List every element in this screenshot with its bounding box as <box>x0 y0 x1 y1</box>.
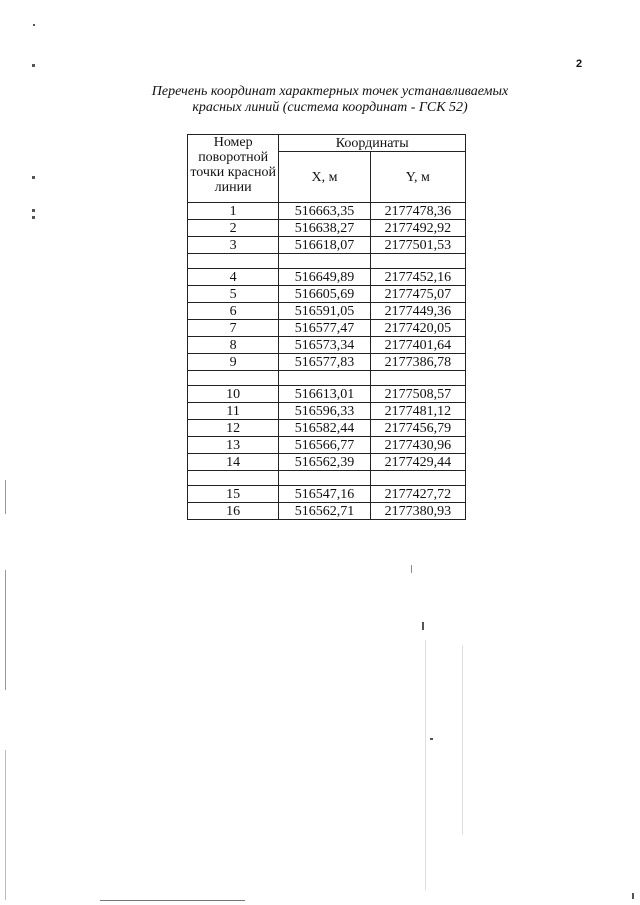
point-number-cell: 14 <box>188 454 279 471</box>
y-coordinate-cell: 2177380,93 <box>370 503 465 520</box>
scan-mark <box>425 640 426 890</box>
coordinates-table <box>187 134 466 520</box>
title-line-1: Перечень координат характерных точек устанавливаемых <box>151 84 509 99</box>
empty-cell <box>370 471 465 486</box>
y-coordinate-cell: 2177386,78 <box>370 354 465 371</box>
table-body <box>188 203 466 520</box>
empty-cell <box>279 254 370 269</box>
point-number-cell: 5 <box>188 286 279 303</box>
header-coordinates: Координаты <box>279 135 466 152</box>
y-coordinate-cell: 2177492,92 <box>370 220 465 237</box>
point-number-cell: 4 <box>188 269 279 286</box>
scan-mark <box>33 24 35 26</box>
scan-mark <box>462 645 463 835</box>
y-coordinate-cell: 2177478,36 <box>370 203 465 220</box>
x-coordinate-cell: 516577,83 <box>279 354 370 371</box>
empty-cell <box>188 371 279 386</box>
header-y: Y, м <box>370 152 465 203</box>
table-row <box>188 503 466 520</box>
y-coordinate-cell: 2177427,72 <box>370 486 465 503</box>
y-coordinate-cell: 2177401,64 <box>370 337 465 354</box>
scan-mark <box>411 565 412 573</box>
table-row <box>188 203 466 220</box>
page-number: 2 <box>576 58 583 70</box>
y-coordinate-cell: 2177430,96 <box>370 437 465 454</box>
x-coordinate-cell: 516605,69 <box>279 286 370 303</box>
table-row <box>188 237 466 254</box>
scan-mark <box>5 750 6 900</box>
empty-cell <box>279 371 370 386</box>
scan-mark <box>100 900 245 901</box>
header-x: Х, м <box>279 152 370 203</box>
point-number-cell: 9 <box>188 354 279 371</box>
table-row <box>188 420 466 437</box>
table-row <box>188 269 466 286</box>
header-point-line: линии <box>214 180 252 195</box>
separator-row <box>188 254 466 269</box>
point-number-cell: 11 <box>188 403 279 420</box>
header-point-line: поворотной <box>198 150 269 165</box>
point-number-cell: 8 <box>188 337 279 354</box>
separator-row <box>188 371 466 386</box>
table-row <box>188 220 466 237</box>
x-coordinate-cell: 516573,34 <box>279 337 370 354</box>
scan-mark <box>32 64 35 67</box>
header-point-line: Номер <box>213 135 253 150</box>
x-coordinate-cell: 516613,01 <box>279 386 370 403</box>
y-coordinate-cell: 2177420,05 <box>370 320 465 337</box>
separator-row <box>188 471 466 486</box>
point-number-cell: 13 <box>188 437 279 454</box>
scan-mark <box>5 480 6 514</box>
table-row <box>188 320 466 337</box>
x-coordinate-cell: 516649,89 <box>279 269 370 286</box>
scan-mark <box>32 209 35 212</box>
table-row <box>188 403 466 420</box>
x-coordinate-cell: 516562,39 <box>279 454 370 471</box>
scan-mark <box>430 738 433 740</box>
x-coordinate-cell: 516663,35 <box>279 203 370 220</box>
table-row <box>188 437 466 454</box>
x-coordinate-cell: 516547,16 <box>279 486 370 503</box>
scan-mark <box>32 176 35 179</box>
point-number-cell: 6 <box>188 303 279 320</box>
empty-cell <box>370 371 465 386</box>
point-number-cell: 12 <box>188 420 279 437</box>
header-point-line: точки красной <box>190 165 276 180</box>
x-coordinate-cell: 516566,77 <box>279 437 370 454</box>
y-coordinate-cell: 2177481,12 <box>370 403 465 420</box>
y-coordinate-cell: 2177449,36 <box>370 303 465 320</box>
header-point-number <box>188 135 279 203</box>
scan-mark <box>5 570 6 690</box>
x-coordinate-cell: 516638,27 <box>279 220 370 237</box>
point-number-cell: 16 <box>188 503 279 520</box>
scan-mark <box>632 893 634 899</box>
y-coordinate-cell: 2177456,79 <box>370 420 465 437</box>
x-coordinate-cell: 516582,44 <box>279 420 370 437</box>
x-coordinate-cell: 516596,33 <box>279 403 370 420</box>
y-coordinate-cell: 2177501,53 <box>370 237 465 254</box>
empty-cell <box>279 471 370 486</box>
x-coordinate-cell: 516562,71 <box>279 503 370 520</box>
x-coordinate-cell: 516591,05 <box>279 303 370 320</box>
table-row <box>188 337 466 354</box>
scan-mark <box>422 622 424 630</box>
point-number-cell: 1 <box>188 203 279 220</box>
y-coordinate-cell: 2177475,07 <box>370 286 465 303</box>
y-coordinate-cell: 2177508,57 <box>370 386 465 403</box>
point-number-cell: 3 <box>188 237 279 254</box>
point-number-cell: 7 <box>188 320 279 337</box>
scan-mark <box>32 216 35 219</box>
empty-cell <box>188 254 279 269</box>
point-number-cell: 15 <box>188 486 279 503</box>
point-number-cell: 10 <box>188 386 279 403</box>
point-number-cell: 2 <box>188 220 279 237</box>
empty-cell <box>188 471 279 486</box>
table-row <box>188 486 466 503</box>
y-coordinate-cell: 2177452,16 <box>370 269 465 286</box>
x-coordinate-cell: 516618,07 <box>279 237 370 254</box>
x-coordinate-cell: 516577,47 <box>279 320 370 337</box>
y-coordinate-cell: 2177429,44 <box>370 454 465 471</box>
table-row <box>188 454 466 471</box>
document-title <box>120 84 540 116</box>
title-line-2: красных линий (система координат - ГСК 52) <box>192 100 468 115</box>
empty-cell <box>370 254 465 269</box>
table-row <box>188 303 466 320</box>
table-row <box>188 354 466 371</box>
table-row <box>188 286 466 303</box>
table-row <box>188 386 466 403</box>
